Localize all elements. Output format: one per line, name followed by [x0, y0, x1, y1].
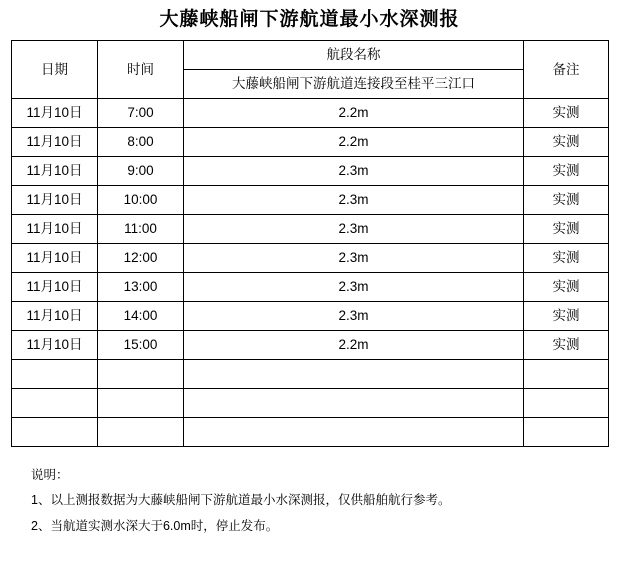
- notes-heading: 说明：: [31, 467, 69, 482]
- cell-remark: [524, 359, 609, 388]
- table-row-empty: [12, 359, 609, 388]
- cell-depth: 2.3m: [184, 214, 524, 243]
- cell-depth: [184, 388, 524, 417]
- cell-remark: [524, 417, 609, 446]
- cell-time: [98, 359, 184, 388]
- header-route-sub: 大藤峡船闸下游航道连接段至桂平三江口: [184, 69, 524, 98]
- page-title: 大藤峡船闸下游航道最小水深测报: [159, 9, 460, 30]
- cell-remark: 实测: [524, 272, 609, 301]
- table-row: [12, 243, 609, 272]
- cell-depth: 2.2m: [184, 330, 524, 359]
- table-row: [12, 301, 609, 330]
- cell-remark: 实测: [524, 243, 609, 272]
- cell-depth: 2.3m: [184, 243, 524, 272]
- table-row: [12, 272, 609, 301]
- cell-depth: 2.2m: [184, 98, 524, 127]
- table-row: [12, 156, 609, 185]
- cell-depth: [184, 417, 524, 446]
- cell-remark: 实测: [524, 156, 609, 185]
- table-row: [12, 214, 609, 243]
- cell-remark: 实测: [524, 214, 609, 243]
- cell-depth: 2.3m: [184, 156, 524, 185]
- cell-date: 11月10日: [12, 156, 98, 185]
- table-row-empty: [12, 388, 609, 417]
- cell-date: [12, 359, 98, 388]
- cell-date: [12, 388, 98, 417]
- cell-depth: 2.3m: [184, 301, 524, 330]
- table-row: [12, 127, 609, 156]
- cell-date: 11月10日: [12, 330, 98, 359]
- cell-depth: 2.2m: [184, 127, 524, 156]
- table-body: [12, 40, 609, 446]
- cell-date: 11月10日: [12, 185, 98, 214]
- cell-time: [98, 388, 184, 417]
- cell-date: 11月10日: [12, 243, 98, 272]
- table-row-empty: [12, 417, 609, 446]
- cell-date: 11月10日: [12, 272, 98, 301]
- cell-time: 15:00: [98, 330, 184, 359]
- cell-time: 12:00: [98, 243, 184, 272]
- cell-remark: 实测: [524, 98, 609, 127]
- cell-date: 11月10日: [12, 214, 98, 243]
- table-header-row-1: [12, 40, 609, 69]
- cell-depth: 2.3m: [184, 185, 524, 214]
- cell-remark: 实测: [524, 185, 609, 214]
- cell-time: 13:00: [98, 272, 184, 301]
- cell-date: 11月10日: [12, 301, 98, 330]
- cell-date: 11月10日: [12, 127, 98, 156]
- cell-time: 7:00: [98, 98, 184, 127]
- cell-date: 11月10日: [12, 98, 98, 127]
- cell-remark: [524, 388, 609, 417]
- header-date: 日期: [12, 40, 98, 98]
- cell-time: 14:00: [98, 301, 184, 330]
- cell-time: 9:00: [98, 156, 184, 185]
- note-item: 2、当航道实测水深大于6.0m时，停止发布。: [31, 519, 279, 534]
- cell-time: 8:00: [98, 127, 184, 156]
- cell-remark: 实测: [524, 301, 609, 330]
- water-depth-table: [11, 40, 609, 447]
- cell-depth: 2.3m: [184, 272, 524, 301]
- header-route-group: 航段名称: [184, 40, 524, 69]
- cell-time: 11:00: [98, 214, 184, 243]
- table-row: [12, 330, 609, 359]
- cell-time: 10:00: [98, 185, 184, 214]
- cell-remark: 实测: [524, 330, 609, 359]
- cell-remark: 实测: [524, 127, 609, 156]
- cell-depth: [184, 359, 524, 388]
- cell-time: [98, 417, 184, 446]
- notes-section: [11, 447, 608, 540]
- table-row: [12, 185, 609, 214]
- table-row: [12, 98, 609, 127]
- cell-date: [12, 417, 98, 446]
- header-time: 时间: [98, 40, 184, 98]
- header-remark: 备注: [524, 40, 609, 98]
- note-item: 1、以上测报数据为大藤峡船闸下游航道最小水深测报，仅供船舶航行参考。: [31, 493, 451, 508]
